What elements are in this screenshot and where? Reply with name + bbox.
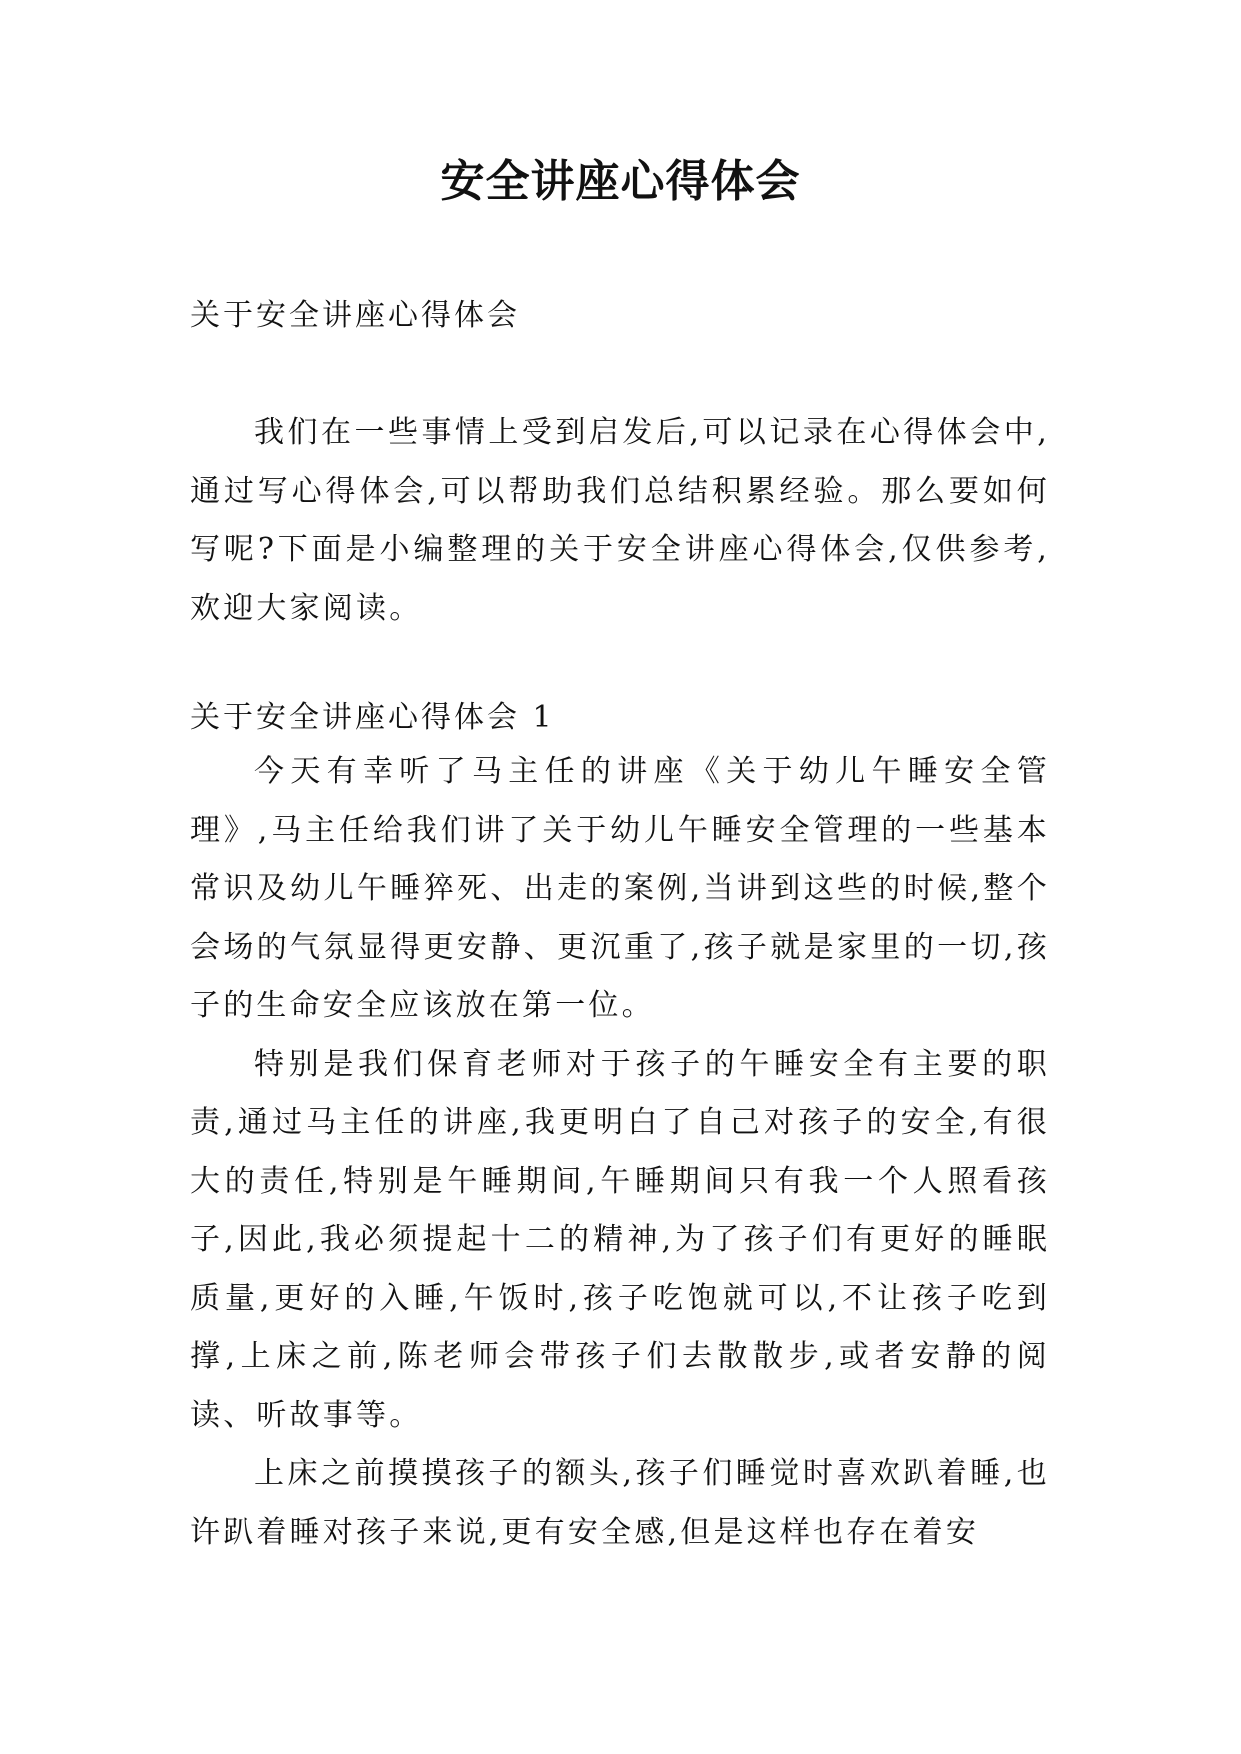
intro-paragraph: 我们在一些事情上受到启发后,可以记录在心得体会中,通过写心得体会,可以帮助我们总结积累经验。那么要如何写呢?下面是小编整理的关于安全讲座心得体会,仅供参考,欢迎大家阅读。 — [190, 415, 1050, 626]
section-heading: 关于安全讲座心得体会 1 — [190, 700, 555, 735]
document-title: 安全讲座心得体会 — [440, 156, 801, 207]
body-paragraph-1: 今天有幸听了马主任的讲座《关于幼儿午睡安全管理》,马主任给我们讲了关于幼儿午睡安全管理的一些基本常识及幼儿午睡猝死、出走的案例,当讲到这些的时候,整个会场的气氛显得更安静、更沉重了,孩子就是家里的一切,孩子的生命安全应该放在第一位。 — [190, 754, 1050, 1023]
body-block — [190, 743, 1050, 1562]
body-paragraph-2: 特别是我们保育老师对于孩子的午睡安全有主要的职责,通过马主任的讲座,我更明白了自己对孩子的安全,有很大的责任,特别是午睡期间,午睡期间只有我一个人照看孩子,因此,我必须提起十二的精神,为了孩子们有更好的睡眠质量,更好的入睡,午饭时,孩子吃饱就可以,不让孩子吃到撑,上床之前,陈老师会带孩子们去散散步,或者安静的阅读、听故事等。 — [190, 1046, 1050, 1433]
body-paragraph-3: 上床之前摸摸孩子的额头,孩子们睡觉时喜欢趴着睡,也许趴着睡对孩子来说,更有安全感,但是这样也存在着安 — [190, 1456, 1050, 1550]
intro-block — [190, 404, 1050, 638]
document-subtitle: 关于安全讲座心得体会 — [190, 298, 520, 333]
